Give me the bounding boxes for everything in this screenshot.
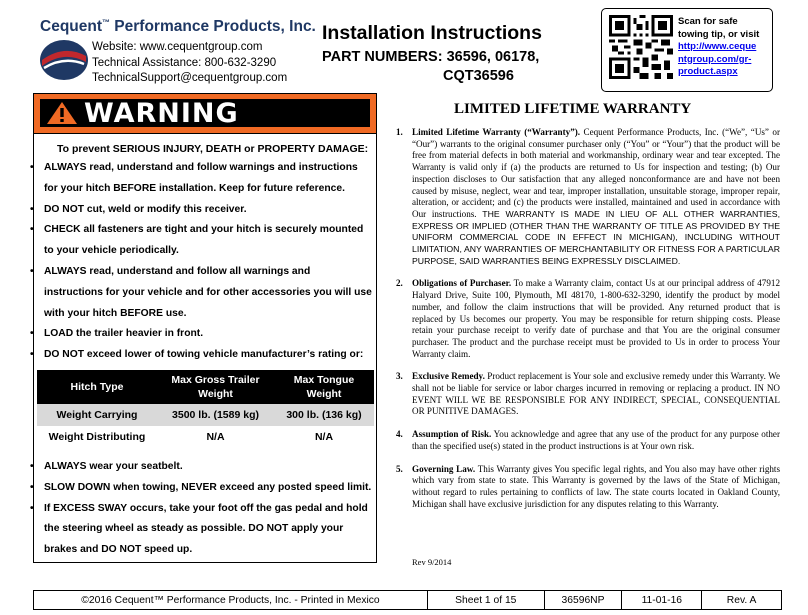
- bullet-icon: •: [30, 461, 34, 472]
- warning-bullets: [30, 158, 375, 366]
- warning-bullet-item: [30, 158, 375, 200]
- warning-bullet-item: [30, 457, 378, 478]
- hitch-rating-table: [37, 370, 374, 448]
- email-text: TechnicalSupport@cequentgroup.com: [92, 72, 288, 84]
- bullet-icon: •: [30, 203, 34, 215]
- warranty-item: [396, 429, 780, 452]
- col-max-gross: Max Gross Trailer Weight: [157, 370, 274, 404]
- product-link[interactable]: http://www.ceque ntgroup.com/gr- product.aspx: [678, 41, 757, 77]
- warranty-item: [396, 278, 780, 360]
- bullet-text: SLOW DOWN when towing, NEVER exceed any posted speed limit.: [44, 481, 372, 493]
- warranty-item-number: 1.: [396, 127, 403, 137]
- bullet-text: ALWAYS wear your seatbelt.: [44, 461, 183, 472]
- warning-bullet-item: [30, 220, 375, 262]
- bullet-text: brakes and DO NOT speed up.: [44, 544, 193, 556]
- bullet-text: LOAD the trailer heavier in front.: [44, 328, 204, 340]
- bullet-text: with your hitch BEFORE use.: [44, 307, 187, 319]
- footer-sheet: Sheet 1 of 15: [428, 591, 545, 609]
- col-max-tongue: Max Tongue Weight: [274, 370, 374, 404]
- warranty-item-heading: Governing Law.: [412, 463, 476, 474]
- warranty-item-body: This Warranty gives You specific legal rights, and You also may have other rights which vary from state to state. This Warranty is governed by the laws of the State of Michigan, without regard to rules pertaining to conflicts of law. The state courts located in Oakland County, Michigan shall have exclusive jurisdiction for any disputes relating to this Warranty.: [412, 463, 781, 509]
- bullet-icon: •: [30, 328, 34, 340]
- cequent-logo-icon: [38, 38, 90, 82]
- warranty-body: [396, 127, 780, 521]
- warranty-item-heading: Assumption of Risk.: [412, 429, 492, 440]
- warning-bullet-item: [30, 345, 375, 366]
- document-title: Installation Instructions: [322, 22, 542, 44]
- warning-triangle-icon: [46, 101, 78, 125]
- warranty-disclaimer: THE WARRANTY IS MADE IN LIEU OF ALL OTHER WARRANTIES, EXPRESS OR IMPLIED (OTHER THAN THE WARRANTY OF TITLE AS PROVIDED BY THE UNIFORM COMMERCIAL CODE IN EFFECT IN MICHIGAN), INCLUDING WITHOUT LIMITATION, ANY WARRANTIES OF MERCHANTABILITY OR FITNESS FOR A PARTICULAR PURPOSE, SAID WARRANTIES BEING EXPRESSLY DISCLAIMED.: [412, 208, 780, 266]
- qr-caption: Scan for safe towing tip, or visit http://www.ceque ntgroup.com/gr- product.aspx: [678, 16, 770, 79]
- warranty-item-body: To make a Warranty claim, contact Us at our principal address of 47912 Halyard Drive, Suite 100, Plymouth, MI 48170, 1-800-632-3290, identify the product by model number, and follow the claim instructions that will be provided. Any returned product that is replaced by Us becomes our property. You may be responsible for return shipping costs. Please retain your purchase receipt to verify date of purchase and that You are the original consumer purchaser. The product and the purchase receipt must be provided to Us in order to process Your Warranty claim.: [412, 278, 780, 359]
- website-text: Website: www.cequentgroup.com: [92, 41, 263, 53]
- bullet-icon: •: [30, 224, 34, 236]
- warning-bullet-item: [30, 499, 378, 561]
- footer-doc-number: 36596NP: [545, 591, 623, 609]
- qr-box: [601, 8, 773, 92]
- warning-bullet-item: [30, 478, 378, 499]
- table-row: Weight Distributing N/A N/A: [37, 426, 374, 448]
- warning-bullet-item: [30, 324, 375, 345]
- warning-banner: [34, 94, 376, 134]
- table-header-row: [37, 370, 374, 404]
- warranty-item-body: Cequent Performance Products, Inc. (“We”, “Us” or “Our”) warrants to the original consumer purchaser only (“You” or “Your”) that the product will be free from material defects in both material and workmanship, ordinary wear and tear excepted. The Warranty is valid only if (a) the products are returned to Us for inspection and testing; (b) Our inspection discloses to Our satisfaction that any alleged nonconformance are and have not been caused by misuse, neglect, wear and tear, improper installation, unsuitable storage, improper repair, alteration, or accident; and (c) the products were installed, maintained and used in accordance with Our instructions.: [412, 127, 780, 219]
- warranty-item-heading: Exclusive Remedy.: [412, 371, 485, 382]
- phone-text: Technical Assistance: 800-632-3290: [92, 56, 277, 69]
- warranty-item-body: Product replacement is Your sole and exclusive remedy under this Warranty. We shall not be liable for service or labor charges incurred in removing or replacing a product. IN NO EVENT WILL WE BE RESPONSIBLE FOR ANY INDIRECT, SPECIAL, CONSEQUENTIAL OR PUNITIVE DAMAGES.: [412, 371, 780, 417]
- bullet-icon: •: [30, 265, 34, 277]
- qr-code-icon[interactable]: [609, 15, 673, 79]
- warning-label: WARNING: [84, 97, 239, 129]
- warranty-item: [396, 371, 780, 418]
- bullet-text: ALWAYS read, understand and follow warnings and instructions: [44, 162, 358, 173]
- warranty-item-heading: Limited Lifetime Warranty (“Warranty”).: [412, 127, 581, 137]
- warranty-item: [396, 464, 780, 511]
- revision-date: Rev 9/2014: [412, 557, 452, 567]
- bullet-icon: •: [30, 481, 34, 493]
- bullet-icon: •: [30, 502, 34, 514]
- warranty-item-number: 2.: [396, 278, 403, 289]
- bullet-icon: •: [30, 349, 34, 361]
- footer-date: 11-01-16: [622, 591, 702, 609]
- warranty-item-number: 5.: [396, 463, 403, 474]
- bullet-text: to your vehicle periodically.: [44, 245, 179, 257]
- contact-info: [92, 40, 287, 87]
- bullet-text: DO NOT cut, weld or modify this receiver.: [44, 203, 247, 215]
- prevent-heading: To prevent SERIOUS INJURY, DEATH or PROPERTY DAMAGE:: [57, 143, 369, 155]
- warranty-item-number: 4.: [396, 429, 403, 440]
- table-row: Weight Carrying 3500 lb. (1589 kg) 300 lb. (136 kg): [37, 404, 374, 426]
- bullet-icon: •: [30, 162, 34, 173]
- bullet-text: ALWAYS read, understand and follow all warnings and: [44, 265, 311, 277]
- bullet-text: instructions for your vehicle and for other accessories you will use: [44, 286, 372, 298]
- company-name: Cequent™ Performance Products, Inc.: [40, 18, 316, 36]
- footer-revision: Rev. A: [726, 594, 757, 606]
- warranty-item: [396, 127, 780, 267]
- bullet-text: the steering wheel as steady as possible. DO NOT apply your: [44, 523, 344, 535]
- bullet-text: CHECK all fasteners are tight and your hitch is securely mounted: [44, 224, 364, 236]
- col-hitch-type: Hitch Type: [37, 370, 157, 404]
- footer-bar: [33, 590, 782, 610]
- part-numbers: PART NUMBERS: 36596, 06178, CQT36596: [322, 49, 540, 84]
- footer-copyright: ©2016 Cequent™ Performance Products, Inc. - Printed in Mexico: [34, 591, 428, 609]
- warranty-item-number: 3.: [396, 371, 403, 382]
- bullet-text: If EXCESS SWAY occurs, take your foot off the gas pedal and hold: [44, 502, 368, 514]
- warranty-item-body: You acknowledge and agree that any use of the product for any purpose other than the specified use(s) stated in the product instructions is at Your own risk.: [412, 429, 780, 451]
- bullet-text: DO NOT exceed lower of towing vehicle manufacturer’s rating or:: [44, 349, 364, 361]
- warning-bullet-item: [30, 262, 375, 324]
- warranty-item-heading: Obligations of Purchaser.: [412, 278, 512, 289]
- warning-bullet-item: [30, 200, 375, 221]
- bullet-text: for your hitch BEFORE installation. Keep for future reference.: [44, 182, 345, 194]
- warranty-title: LIMITED LIFETIME WARRANTY: [454, 101, 692, 117]
- warning-bullets-2: [30, 457, 378, 561]
